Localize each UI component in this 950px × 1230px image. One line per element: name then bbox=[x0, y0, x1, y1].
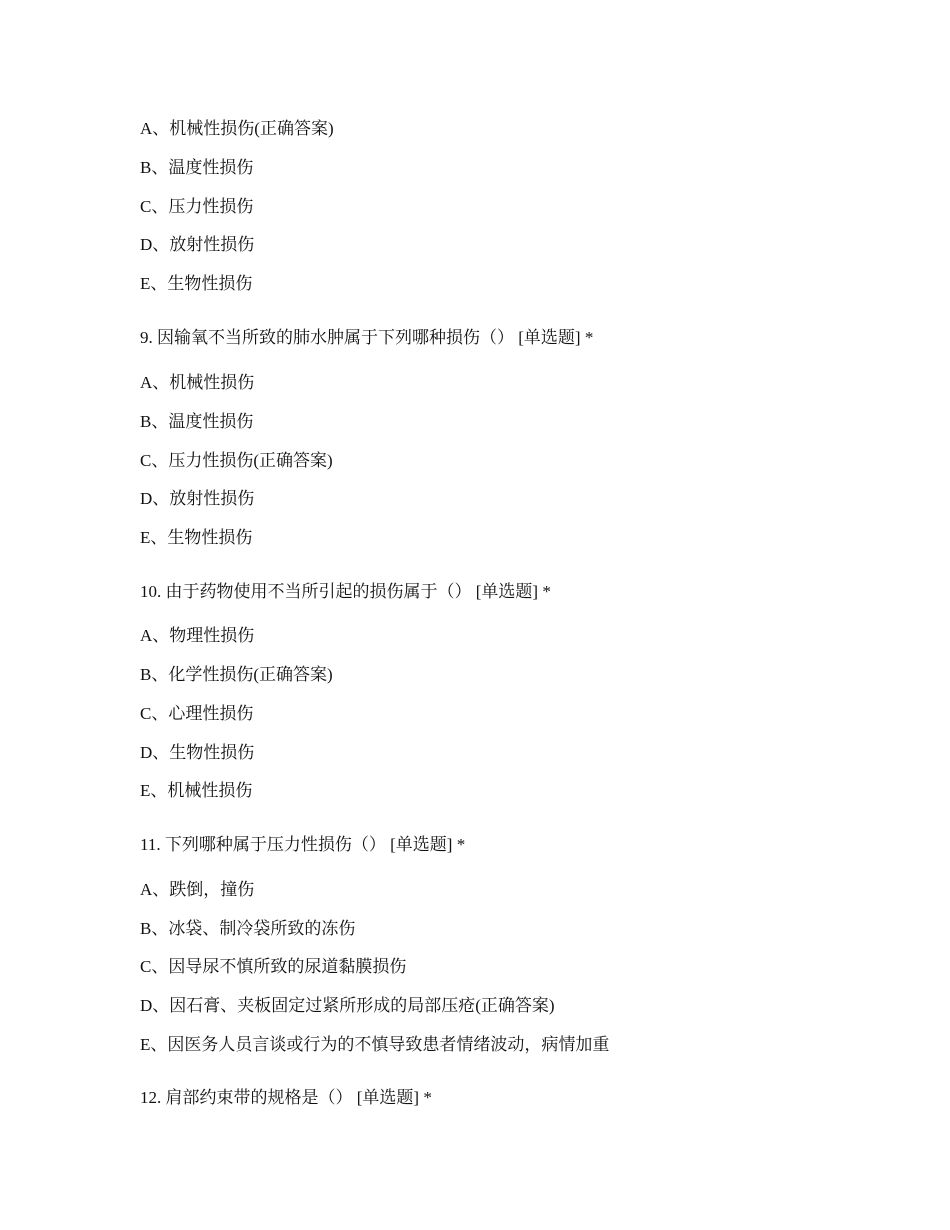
q10-stem: 10. 由于药物使用不当所引起的损伤属于（） [单选题] * bbox=[140, 582, 551, 601]
q11-option-e: E、因医务人员言谈或行为的不慎导致患者情绪波动，病情加重 bbox=[140, 1035, 610, 1054]
q11-option-d: D、因石膏、夹板固定过紧所形成的局部压疮(正确答案) bbox=[140, 996, 555, 1015]
q11-option-a: A、跌倒，撞伤 bbox=[140, 880, 255, 899]
q12-stem: 12. 肩部约束带的规格是（） [单选题] * bbox=[140, 1088, 432, 1107]
q8-option-d: D、放射性损伤 bbox=[140, 235, 255, 254]
q8-option-e: E、生物性损伤 bbox=[140, 274, 253, 293]
q9-option-b: B、温度性损伤 bbox=[140, 412, 254, 431]
q8-option-a: A、机械性损伤(正确答案) bbox=[140, 119, 334, 138]
q10-option-d: D、生物性损伤 bbox=[140, 743, 255, 762]
q10-option-e: E、机械性损伤 bbox=[140, 781, 253, 800]
q9-option-a: A、机械性损伤 bbox=[140, 373, 255, 392]
q9-option-c: C、压力性损伤(正确答案) bbox=[140, 451, 333, 470]
q11-option-c: C、因导尿不慎所致的尿道黏膜损伤 bbox=[140, 957, 407, 976]
q11-stem: 11. 下列哪种属于压力性损伤（） [单选题] * bbox=[140, 835, 466, 854]
q10-option-b: B、化学性损伤(正确答案) bbox=[140, 665, 333, 684]
q10-option-c: C、心理性损伤 bbox=[140, 704, 254, 723]
q9-option-e: E、生物性损伤 bbox=[140, 528, 253, 547]
q9-stem: 9. 因输氧不当所致的肺水肿属于下列哪种损伤（） [单选题] * bbox=[140, 328, 594, 347]
q11-option-b: B、冰袋、制冷袋所致的冻伤 bbox=[140, 919, 356, 938]
q9-option-d: D、放射性损伤 bbox=[140, 489, 255, 508]
q8-option-b: B、温度性损伤 bbox=[140, 158, 254, 177]
q8-option-c: C、压力性损伤 bbox=[140, 197, 254, 216]
q10-option-a: A、物理性损伤 bbox=[140, 626, 255, 645]
